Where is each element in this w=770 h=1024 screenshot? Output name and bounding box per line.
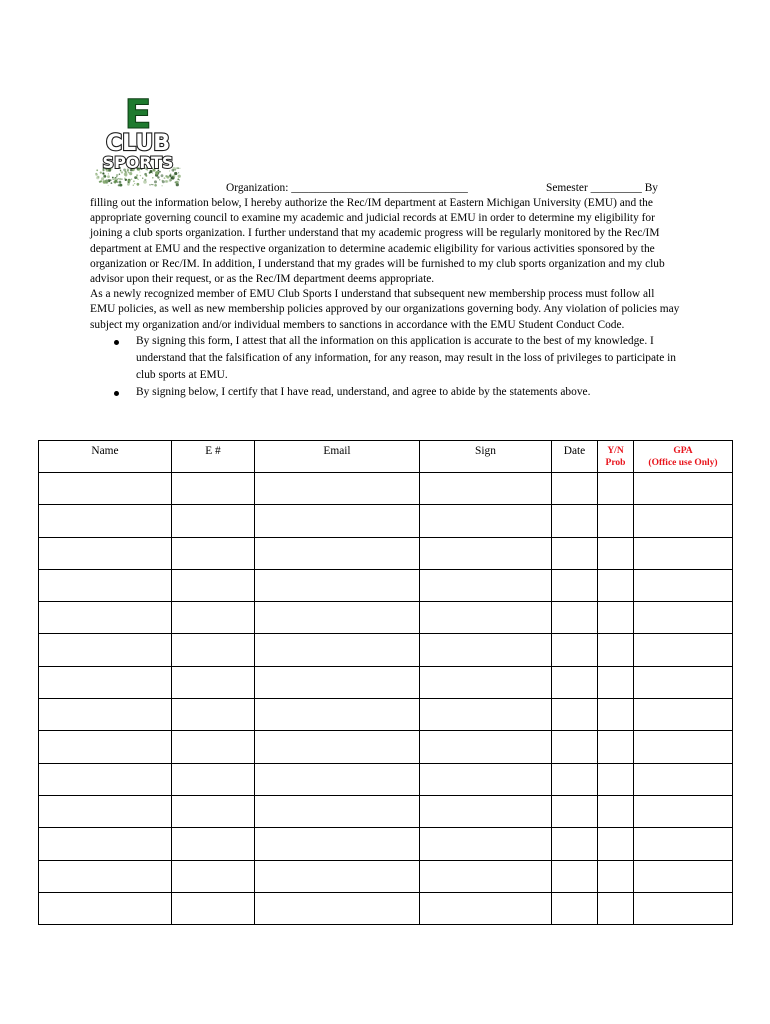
column-header-probation (598, 441, 634, 473)
email-cell[interactable] (255, 892, 420, 924)
agreement-text (90, 196, 680, 402)
email-cell[interactable] (255, 569, 420, 601)
gpa-cell[interactable] (634, 892, 733, 924)
name-cell[interactable] (39, 537, 172, 569)
gpa-header-line1: GPA (673, 446, 693, 456)
email-cell[interactable] (255, 537, 420, 569)
email-cell[interactable] (255, 473, 420, 505)
table-row (39, 828, 733, 860)
date-cell[interactable] (552, 828, 598, 860)
date-cell[interactable] (552, 763, 598, 795)
gpa-cell[interactable] (634, 634, 733, 666)
date-cell[interactable] (552, 473, 598, 505)
bullet-icon (114, 340, 119, 345)
sign-cell[interactable] (420, 795, 552, 827)
column-header-date: Date (552, 441, 598, 473)
gpa-cell[interactable] (634, 763, 733, 795)
email-cell[interactable] (255, 602, 420, 634)
gpa-header-line2: (Office use Only) (648, 458, 718, 468)
sign-cell[interactable] (420, 860, 552, 892)
probation-cell[interactable] (598, 602, 634, 634)
email-cell[interactable] (255, 699, 420, 731)
sign-cell[interactable] (420, 602, 552, 634)
column-header-gpa (634, 441, 733, 473)
table-row (39, 473, 733, 505)
probation-cell[interactable] (598, 892, 634, 924)
header-line (226, 181, 670, 195)
sign-cell[interactable] (420, 569, 552, 601)
email-cell[interactable] (255, 666, 420, 698)
authorization-paragraph: filling out the information below, I hereby authorize the Rec/IM department at Eastern Michigan University (EMU) and the appropriate governing council to examine my academic and judicial records at EMU in order to determine my eligibility for joining a club sports organization. I further understand that my academic progress will be regularly monitored by the Rec/IM department at EMU and the respective organization to determine academic eligibility for various activities sponsored by the organization or Rec/IM. In addition, I understand that my grades will be furnished to my club sports organization and my club advisor upon their request, or as the Rec/IM department deems appropriate. (90, 197, 665, 286)
table-row (39, 505, 733, 537)
probation-cell[interactable] (598, 763, 634, 795)
sign-cell[interactable] (420, 634, 552, 666)
date-cell[interactable] (552, 731, 598, 763)
enumber-cell[interactable] (172, 666, 255, 698)
date-cell[interactable] (552, 699, 598, 731)
name-cell[interactable] (39, 731, 172, 763)
table-row (39, 537, 733, 569)
table-row (39, 602, 733, 634)
table-body (39, 473, 733, 925)
table-row (39, 666, 733, 698)
svg-text:SPORTS: SPORTS (102, 153, 174, 172)
svg-text:CLUB: CLUB (105, 131, 171, 156)
sign-cell[interactable] (420, 666, 552, 698)
semester-field[interactable]: Semester _________ By (546, 182, 658, 194)
date-cell[interactable] (552, 569, 598, 601)
probation-header-line2: Prob (605, 458, 626, 468)
sign-cell[interactable] (420, 763, 552, 795)
statement-text: By signing this form, I attest that all the information on this application is accurate to the best of my knowledge. I understand that the falsification of any information, for any reason, may result in the loss of privileges to participate in club sports at EMU. (136, 334, 676, 382)
probation-cell[interactable] (598, 634, 634, 666)
column-header-sign: Sign (420, 441, 552, 473)
sign-cell[interactable] (420, 473, 552, 505)
enumber-cell[interactable] (172, 828, 255, 860)
sign-cell[interactable] (420, 828, 552, 860)
probation-cell[interactable] (598, 795, 634, 827)
enumber-cell[interactable] (172, 860, 255, 892)
probation-cell[interactable] (598, 473, 634, 505)
probation-header-line1: Y/N (607, 446, 624, 456)
date-cell[interactable] (552, 602, 598, 634)
enumber-cell[interactable] (172, 634, 255, 666)
gpa-cell[interactable] (634, 731, 733, 763)
name-cell[interactable] (39, 666, 172, 698)
enumber-cell[interactable] (172, 602, 255, 634)
enumber-cell[interactable] (172, 569, 255, 601)
name-cell[interactable] (39, 473, 172, 505)
name-cell[interactable] (39, 892, 172, 924)
organization-field[interactable]: Organization: _______________________________ (226, 182, 468, 194)
member-roster-table (38, 440, 733, 925)
enumber-cell[interactable] (172, 795, 255, 827)
email-cell[interactable] (255, 505, 420, 537)
column-header-enumber: E # (172, 441, 255, 473)
name-cell[interactable] (39, 634, 172, 666)
email-cell[interactable] (255, 795, 420, 827)
sign-cell[interactable] (420, 892, 552, 924)
table-row (39, 569, 733, 601)
name-cell[interactable] (39, 505, 172, 537)
table-row (39, 763, 733, 795)
probation-cell[interactable] (598, 828, 634, 860)
enumber-cell[interactable] (172, 763, 255, 795)
gpa-cell[interactable] (634, 569, 733, 601)
table-header-row (39, 441, 733, 473)
name-cell[interactable] (39, 795, 172, 827)
table-row (39, 795, 733, 827)
table-row (39, 731, 733, 763)
sign-cell[interactable] (420, 537, 552, 569)
enumber-cell[interactable] (172, 699, 255, 731)
table-row (39, 892, 733, 924)
name-cell[interactable] (39, 602, 172, 634)
name-cell[interactable] (39, 828, 172, 860)
bullet-icon (114, 391, 119, 396)
name-cell[interactable] (39, 699, 172, 731)
probation-cell[interactable] (598, 699, 634, 731)
membership-paragraph: As a newly recognized member of EMU Club Sports I understand that subsequent new membership process must follow all EMU policies, as well as new membership policies approved by our organizations governing body. Any violation of policies may subject my organization and/or individual members to sanctions in accordance with the EMU Student Conduct Code. (90, 288, 680, 331)
statement-item (90, 384, 680, 401)
name-cell[interactable] (39, 569, 172, 601)
column-header-name: Name (39, 441, 172, 473)
gpa-cell[interactable] (634, 828, 733, 860)
gpa-cell[interactable] (634, 666, 733, 698)
enumber-cell[interactable] (172, 731, 255, 763)
date-cell[interactable] (552, 505, 598, 537)
probation-cell[interactable] (598, 569, 634, 601)
statement-list (90, 333, 680, 402)
probation-cell[interactable] (598, 537, 634, 569)
enumber-cell[interactable] (172, 537, 255, 569)
email-cell[interactable] (255, 860, 420, 892)
gpa-cell[interactable] (634, 537, 733, 569)
gpa-cell[interactable] (634, 795, 733, 827)
column-header-email: Email (255, 441, 420, 473)
date-cell[interactable] (552, 892, 598, 924)
probation-cell[interactable] (598, 860, 634, 892)
email-cell[interactable] (255, 634, 420, 666)
gpa-cell[interactable] (634, 602, 733, 634)
email-cell[interactable] (255, 731, 420, 763)
table-row (39, 634, 733, 666)
date-cell[interactable] (552, 666, 598, 698)
name-cell[interactable] (39, 763, 172, 795)
table-row (39, 860, 733, 892)
table-row (39, 699, 733, 731)
club-sports-logo (92, 92, 184, 190)
gpa-cell[interactable] (634, 860, 733, 892)
svg-text:E: E (124, 92, 152, 138)
date-cell[interactable] (552, 860, 598, 892)
gpa-cell[interactable] (634, 505, 733, 537)
probation-cell[interactable] (598, 731, 634, 763)
probation-cell[interactable] (598, 505, 634, 537)
gpa-cell[interactable] (634, 699, 733, 731)
email-cell[interactable] (255, 763, 420, 795)
gpa-cell[interactable] (634, 473, 733, 505)
enumber-cell[interactable] (172, 892, 255, 924)
date-cell[interactable] (552, 634, 598, 666)
name-cell[interactable] (39, 860, 172, 892)
sign-cell[interactable] (420, 731, 552, 763)
enumber-cell[interactable] (172, 473, 255, 505)
date-cell[interactable] (552, 795, 598, 827)
sign-cell[interactable] (420, 699, 552, 731)
email-cell[interactable] (255, 828, 420, 860)
statement-text: By signing below, I certify that I have read, understand, and agree to abide by the statements above. (136, 386, 591, 399)
enumber-cell[interactable] (172, 505, 255, 537)
statement-item (90, 333, 680, 385)
date-cell[interactable] (552, 537, 598, 569)
sign-cell[interactable] (420, 505, 552, 537)
probation-cell[interactable] (598, 666, 634, 698)
